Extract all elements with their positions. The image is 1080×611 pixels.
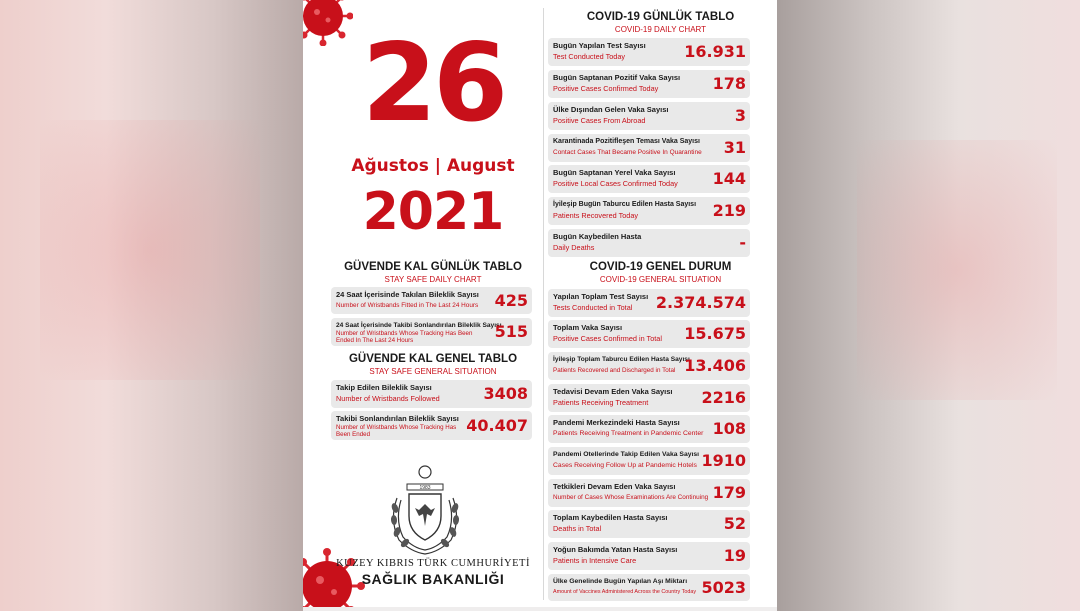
stat-card — [548, 415, 750, 443]
stat-label-tr: Yapılan Toplam Test Sayısı — [553, 292, 649, 301]
stat-label-tr: Ülke Genelinde Bugün Yapılan Aşı Miktarı — [553, 578, 688, 585]
stat-label-tr: Pandemi Otellerinde Takip Edilen Vaka Sayısı — [553, 451, 700, 458]
covid-general-subtitle: COVID-19 GENERAL SITUATION — [599, 275, 722, 284]
stat-card — [548, 384, 750, 412]
stat-value: 2216 — [701, 388, 746, 407]
stay-safe-daily-subtitle: STAY SAFE DAILY CHART — [384, 275, 482, 284]
stat-card — [548, 447, 750, 475]
covid-daily-subtitle: COVID-19 DAILY CHART — [614, 25, 707, 34]
ministry-name-line2: SAĞLIK BAKANLIĞI — [361, 571, 505, 587]
stat-value: 19 — [723, 546, 746, 565]
stat-label-en: Patients Recovered and Discharged in Total — [553, 367, 676, 374]
stat-card — [331, 411, 532, 440]
stat-label-tr: Ülke Dışından Gelen Vaka Sayısı — [553, 105, 669, 114]
stat-card — [548, 479, 750, 507]
stay-safe-daily-title: GÜVENDE KAL GÜNLÜK TABLO — [344, 261, 522, 273]
stat-card — [548, 165, 750, 193]
stat-label-en: Test Conducted Today — [553, 52, 626, 61]
stat-value: 3408 — [483, 384, 528, 403]
stat-value: 40.407 — [466, 415, 528, 435]
stat-card — [548, 197, 750, 225]
stat-label-en: Positive Local Cases Confirmed Today — [553, 179, 678, 188]
stat-label-en: Patients Receiving Treatment — [553, 398, 649, 407]
stat-value: 425 — [494, 290, 528, 310]
stat-label-tr: Bugün Kaybedilen Hasta — [553, 232, 642, 241]
stat-label-tr: 24 Saat İçerisinde Takibi Sonlandırılan Bileklik Sayısı — [336, 322, 502, 329]
stat-value: 15.675 — [684, 324, 746, 343]
stat-value: 144 — [712, 169, 746, 188]
stat-label-en: Patients Recovered Today — [553, 211, 639, 220]
stat-label-en: Number of Wristbands Whose Tracking Has Been Ended In The Last 24 Hours — [336, 330, 473, 345]
column-divider — [543, 8, 544, 600]
stay-safe-general-title: GÜVENDE KAL GENEL TABLO — [348, 353, 518, 365]
background-right — [777, 0, 1080, 611]
stat-label-tr: Bugün Saptanan Pozitif Vaka Sayısı — [553, 73, 681, 82]
stat-label-en: Contact Cases That Became Positive In Quarantine — [553, 149, 702, 156]
stat-card — [331, 287, 532, 314]
stat-label-en: Positive Cases From Abroad — [553, 116, 646, 125]
stat-card — [548, 102, 750, 130]
stat-card — [548, 289, 750, 317]
stat-label-tr: Tetkikleri Devam Eden Vaka Sayısı — [553, 482, 676, 491]
stat-label-en: Cases Receiving Follow Up at Pandemic Hotels — [553, 462, 697, 469]
stat-label-en: Number of Wristbands Fitted in The Last 24 Hours — [336, 302, 479, 309]
stat-value: 178 — [712, 74, 746, 93]
stat-label-tr: Pandemi Merkezindeki Hasta Sayısı — [553, 418, 680, 427]
stat-value: 31 — [723, 138, 746, 157]
stat-label-en: Positive Cases Confirmed in Total — [553, 334, 662, 343]
stat-label-en: Patients in Intensive Care — [553, 556, 637, 565]
stat-label-en: Tests Conducted in Total — [553, 303, 633, 312]
stat-card — [548, 510, 750, 538]
stat-label-en: Deaths in Total — [553, 524, 602, 533]
stat-value: 16.931 — [684, 42, 746, 61]
stat-label-tr: Yoğun Bakımda Yatan Hasta Sayısı — [553, 545, 678, 554]
stat-label-tr: Karantinada Pozitifleşen Teması Vaka Sayısı — [553, 138, 700, 145]
stay-safe-general-subtitle: STAY SAFE GENERAL SITUATION — [369, 367, 497, 376]
stat-card — [548, 229, 750, 257]
stat-label-en: Number of Wristbands Whose Tracking Has Been Ended — [336, 424, 457, 439]
stat-value: 3 — [734, 106, 746, 125]
stat-card — [548, 574, 750, 601]
stat-label-tr: Bugün Yapılan Test Sayısı — [553, 41, 646, 50]
ministry-name-line1: KUZEY KIBRIS TÜRK CUMHURİYETİ — [336, 558, 530, 569]
stat-card — [548, 320, 750, 348]
stat-label-tr: Takibi Sonlandırılan Bileklik Sayısı — [336, 414, 459, 423]
stat-value: 2.374.574 — [655, 293, 746, 312]
covid-daily-title: COVID-19 GÜNLÜK TABLO — [586, 11, 735, 23]
stat-label-en: Patients Receiving Treatment in Pandemic Center — [553, 430, 704, 437]
stat-card — [331, 318, 532, 346]
ministry-emblem-icon — [385, 460, 465, 556]
stat-label-tr: Toplam Vaka Sayısı — [553, 323, 623, 332]
stat-card — [548, 542, 750, 570]
stat-label-tr: Toplam Kaybedilen Hasta Sayısı — [553, 513, 668, 522]
stat-card — [548, 352, 750, 380]
stat-label-en: Daily Deaths — [553, 243, 595, 252]
stat-label-tr: Takip Edilen Bileklik Sayısı — [336, 383, 432, 392]
covid-general-title: COVID-19 GENEL DURUM — [589, 261, 732, 273]
stat-card — [548, 38, 750, 66]
stat-label-tr: Bugün Saptanan Yerel Vaka Sayısı — [553, 168, 676, 177]
stat-label-tr: İyileşip Bugün Taburcu Edilen Hasta Sayısı — [553, 201, 697, 208]
stat-card — [548, 134, 750, 162]
date-month: Ağustos | August — [351, 156, 515, 176]
stat-value: 219 — [712, 201, 746, 220]
date-year: 2021 — [362, 182, 504, 242]
stat-value: 108 — [712, 419, 746, 438]
stat-card — [548, 70, 750, 98]
stat-label-en: Positive Cases Confirmed Today — [553, 84, 659, 93]
stat-value: 13.406 — [684, 356, 746, 375]
stat-value: 179 — [712, 483, 746, 502]
background-left — [0, 0, 303, 611]
stat-card — [331, 380, 532, 408]
stat-label-tr: Tedavisi Devam Eden Vaka Sayısı — [553, 387, 673, 396]
stat-label-en: Number of Wristbands Followed — [336, 394, 440, 403]
stat-value: 1910 — [701, 451, 746, 470]
stat-label-en: Number of Cases Whose Examinations Are Continuing — [553, 494, 709, 501]
date-day: 26 — [361, 21, 505, 146]
stat-value: - — [739, 233, 746, 252]
stat-value: 515 — [494, 322, 528, 341]
stat-value: 5023 — [701, 577, 746, 597]
covid-poster — [303, 0, 777, 607]
svg-text:1983: 1983 — [419, 485, 431, 491]
stat-value: 52 — [723, 514, 746, 533]
stat-label-en: Amount of Vaccines Administered Across the Country Today — [553, 589, 697, 595]
stat-label-tr: İyileşip Toplam Taburcu Edilen Hasta Sayısı — [553, 356, 690, 363]
stat-label-tr: 24 Saat İçerisinde Takılan Bileklik Sayısı — [336, 290, 479, 299]
